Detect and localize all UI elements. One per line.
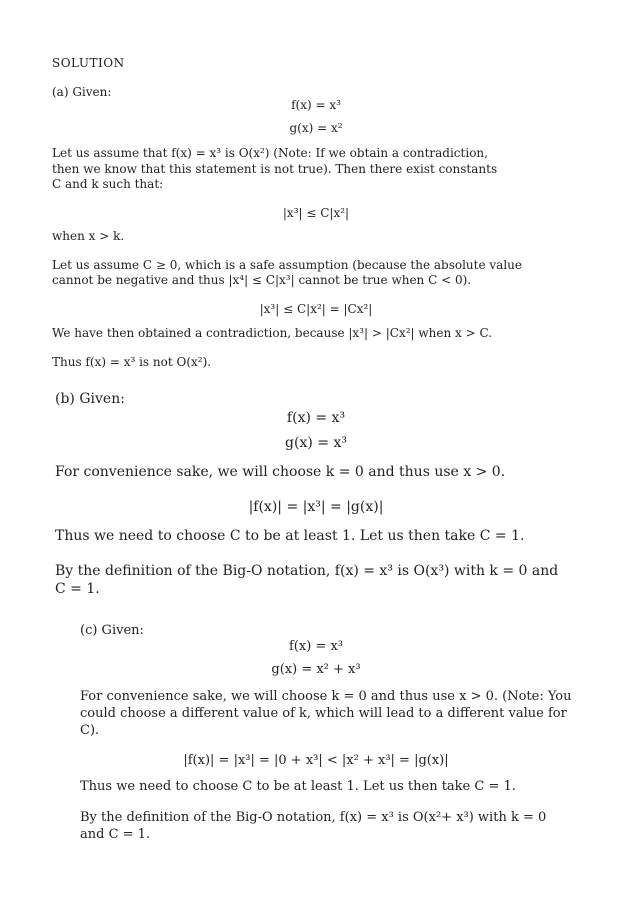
part-b-definition-line1: By the definition of the Big-O notation, f(x) = x³ is O(x³) with k = 0 and (55, 563, 559, 579)
part-a-contradiction: We have then obtained a contradiction, because |x³| > |Cx²| when x > C. (52, 326, 493, 340)
part-c-convenience-line2: could choose a different value of k, which will lead to a different value for (80, 706, 567, 721)
part-b-eq-f: f(x) = x³ (286, 410, 346, 426)
part-a-para1-line1: Let us assume that f(x) = x³ is O(x²) (Note: If we obtain a contradiction, (52, 146, 488, 160)
part-a-label: (a) Given: (52, 85, 112, 99)
solution-heading: SOLUTION (52, 56, 125, 70)
part-a-para2-line2: cannot be negative and thus |x⁴| ≤ C|x³| cannot be true when C < 0). (52, 273, 472, 287)
part-c-definition-line2: and C = 1. (80, 827, 151, 842)
part-c-eq-f: f(x) = x³ (289, 639, 343, 654)
part-a-para1-line2: then we know that this statement is not true). Then there exist constants (52, 162, 498, 176)
part-a-para2-line1: Let us assume C ≥ 0, which is a safe assumption (because the absolute value (52, 258, 523, 272)
part-c-definition-line1: By the definition of the Big-O notation, f(x) = x³ is O(x²+ x³) with k = 0 (80, 810, 547, 825)
part-a-when: when x > k. (52, 229, 125, 243)
part-a-conclusion: Thus f(x) = x³ is not O(x²). (52, 355, 212, 369)
part-a-inequality-1: |x³| ≤ C|x²| (282, 206, 350, 220)
part-c-label: (c) Given: (80, 623, 144, 638)
part-b-eq-g: g(x) = x³ (285, 435, 347, 451)
part-b-choose-c: Thus we need to choose C to be at least 1. Let us then take C = 1. (55, 528, 525, 544)
part-c-eq-g: g(x) = x² + x³ (271, 662, 361, 677)
part-b-equality: |f(x)| = |x³| = |g(x)| (248, 499, 384, 515)
part-a-eq-g: g(x) = x² (289, 121, 343, 135)
part-a-para1-line3: C and k such that: (52, 177, 164, 191)
part-c-convenience-line3: C). (80, 723, 100, 738)
part-c-inequality: |f(x)| = |x³| = |0 + x³| < |x² + x³| = |g(x)| (183, 753, 449, 768)
part-c-choose-c: Thus we need to choose C to be at least 1. Let us then take C = 1. (80, 779, 516, 794)
part-b-definition-line2: C = 1. (55, 581, 100, 597)
part-c-convenience-line1: For convenience sake, we will choose k = 0 and thus use x > 0. (Note: You (80, 689, 572, 704)
part-b-label: (b) Given: (55, 391, 125, 407)
part-b-convenience: For convenience sake, we will choose k = 0 and thus use x > 0. (55, 464, 506, 480)
part-a-inequality-2: |x³| ≤ C|x²| = |Cx²| (259, 302, 373, 316)
part-a-eq-f: f(x) = x³ (291, 98, 341, 112)
